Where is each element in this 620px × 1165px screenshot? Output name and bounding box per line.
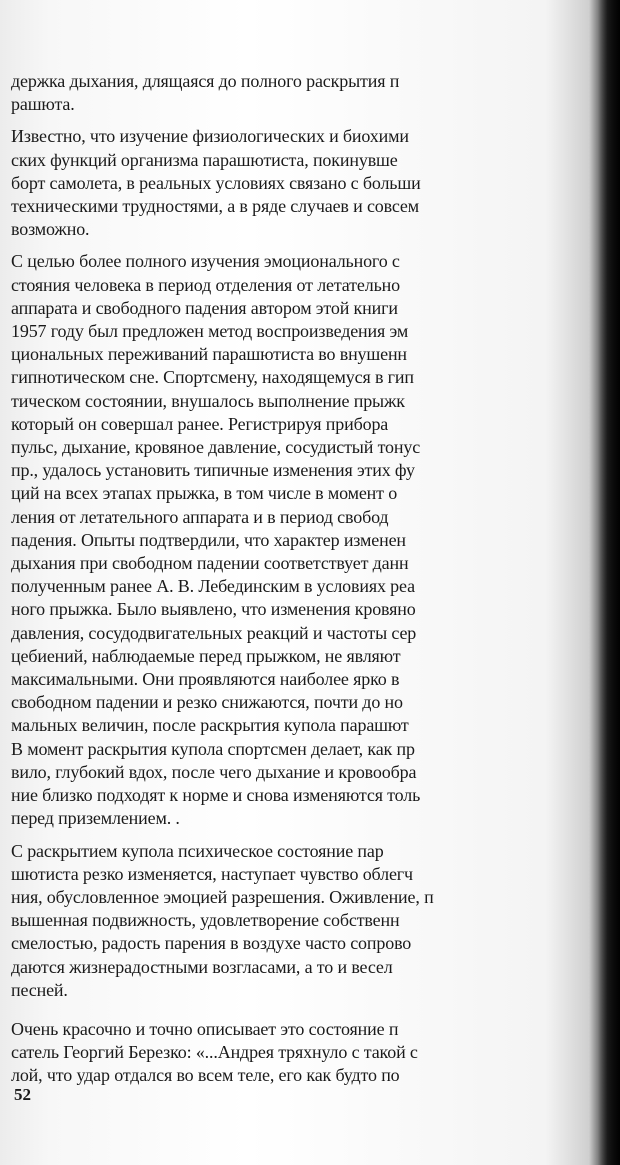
page-number: 52: [14, 1085, 31, 1104]
paragraph-4: [11, 840, 611, 1002]
text-line: даются жизнерадостными возгласами, а то и весел: [11, 956, 393, 977]
paragraph-3: [11, 250, 611, 830]
text-line: С целью более полного изучения эмоционального с: [11, 251, 400, 272]
text-line: возможно.: [11, 219, 90, 240]
body-text: [11, 70, 611, 1088]
paragraph-1: [11, 70, 611, 116]
paragraph-2: [11, 125, 611, 241]
text-line: максимальными. Они проявляются наиболее ярко в: [11, 669, 400, 690]
text-line: гипнотическом сне. Спортсмену, находящемуся в гип: [11, 367, 414, 388]
text-line: шютиста резко изменяется, наступает чувство облегч: [11, 863, 413, 884]
text-line: В момент раскрытия купола спортсмен делает, как пр: [11, 738, 415, 759]
text-line: ских функций организма парашютиста, покинувше: [11, 149, 398, 170]
text-line: давления, сосудодвигательных реакций и частоты сер: [11, 622, 417, 643]
text-line: тическом состоянии, внушалось выполнение прыжк: [11, 390, 405, 411]
text-line: ния, обусловленное эмоцией разрешения. Оживление, п: [11, 886, 434, 907]
text-line: перед приземлением. .: [11, 808, 180, 829]
text-line: борт самолета, в реальных условиях связано с больши: [11, 172, 421, 193]
text-line: циональных переживаний парашютиста во внушенн: [11, 344, 407, 365]
text-line: ций на всех этапах прыжка, в том числе в момент о: [11, 483, 398, 504]
text-line: дыхания при свободном падении соответствует данн: [11, 553, 409, 574]
text-line: вило, глубокий вдох, после чего дыхание и кровообра: [11, 761, 417, 782]
text-line: 1957 году был предложен метод воспроизведения эм: [11, 321, 409, 342]
page-fold-shadow: [598, 0, 620, 1165]
text-line: техническими трудностями, а в ряде случаев и совсем: [11, 196, 420, 217]
text-line: рашюта.: [11, 94, 75, 115]
text-line: смелостью, радость парения в воздухе часто сопрово: [11, 933, 412, 954]
text-line: аппарата и свободного падения автором этой книги: [11, 297, 398, 318]
text-line: который он совершал ранее. Регистрируя прибора: [11, 413, 389, 434]
text-line: ного прыжка. Было выявлено, что изменения кровяно: [11, 599, 416, 620]
text-line: сатель Георгий Березко: «...Андрея тряхнуло с такой с: [11, 1042, 418, 1063]
text-line: свободном падении и резко снижаются, почти до но: [11, 692, 403, 713]
text-line: цебиений, наблюдаемые перед прыжком, не являют: [11, 645, 401, 666]
text-line: держка дыхания, длящаяся до полного раскрытия п: [11, 71, 400, 91]
text-line: мальных величин, после раскрытия купола парашют: [11, 715, 409, 736]
text-line: Очень красочно и точно описывает это состояние п: [11, 1018, 399, 1039]
text-line: ления от летательного аппарата и в период свобод: [11, 506, 389, 527]
text-line: падения. Опыты подтвердили, что характер изменен: [11, 529, 406, 550]
text-line: Известно, что изучение физиологических и биохими: [11, 126, 409, 147]
text-line: С раскрытием купола психическое состояние пар: [11, 840, 384, 861]
text-line: стояния человека в период отделения от летательно: [11, 274, 400, 295]
text-line: пульс, дыхание, кровяное давление, сосудистый тонус: [11, 437, 421, 458]
paragraph-5: [11, 1018, 611, 1088]
text-line: песней.: [11, 979, 68, 1000]
text-line: ние близко подходят к норме и снова изменяются толь: [11, 785, 421, 806]
text-line: вышенная подвижность, удовлетворение собственн: [11, 910, 400, 931]
text-line: лой, что удар отдался во всем теле, его как будто по: [11, 1065, 400, 1086]
text-line: пр., удалось установить типичные изменения этих фу: [11, 460, 415, 481]
text-line: полученным ранее А. В. Лебединским в условиях реа: [11, 576, 415, 597]
